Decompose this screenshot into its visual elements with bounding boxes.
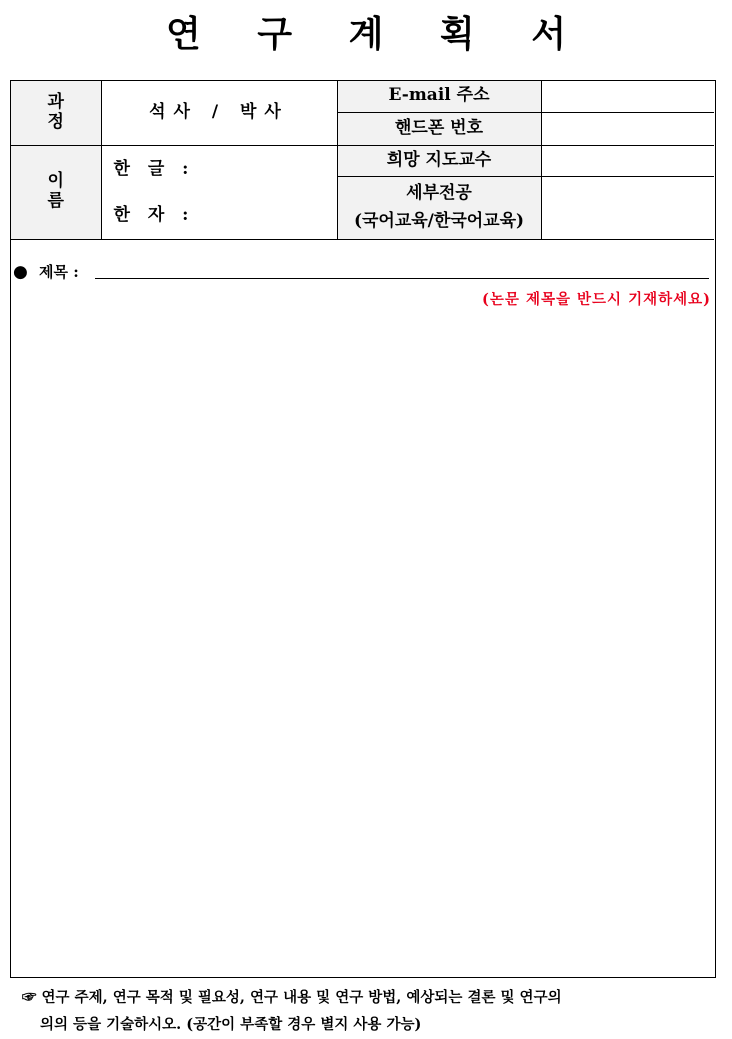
phone-field[interactable] <box>541 112 714 145</box>
course-label: 과 정 <box>11 81 101 145</box>
instructions-line-1: ☞ 연구 주제, 연구 목적 및 필요성, 연구 내용 및 연구 방법, 예상되는 결론 및 연구의 <box>22 989 562 1006</box>
instructions <box>22 984 722 1038</box>
phone-label: 핸드폰 번호 <box>337 112 541 145</box>
email-field[interactable] <box>541 81 714 112</box>
applicant-info-table <box>11 81 714 240</box>
subject-input-line[interactable] <box>95 278 709 279</box>
name-korean-label: 한 글 : <box>113 159 195 179</box>
major-label-line2: (국어교육/한국어교육) <box>353 210 525 231</box>
research-plan-body[interactable] <box>11 311 714 973</box>
name-field-group[interactable] <box>101 145 337 239</box>
instructions-line-2: 의의 등을 기술하시오. (공간이 부족할 경우 별지 사용 가능) <box>40 1016 422 1033</box>
bullet-icon: ● <box>13 262 28 282</box>
subject-required-note: (논문 제목을 반드시 기재하세요) <box>482 291 711 308</box>
email-label: E-mail 주소 <box>337 81 541 112</box>
subject-label: 제목 : <box>39 263 79 281</box>
major-label-line1: 세부전공 <box>406 182 472 203</box>
major-field[interactable] <box>541 176 714 239</box>
document-title: 연 구 계 획 서 <box>165 13 588 55</box>
advisor-label: 희망 지도교수 <box>337 145 541 176</box>
name-hanja-label: 한 자 : <box>113 205 195 225</box>
form-frame <box>10 80 716 978</box>
course-value[interactable]: 석사 / 박사 <box>101 81 337 145</box>
subject-row <box>13 262 713 284</box>
major-label <box>337 176 541 239</box>
advisor-field[interactable] <box>541 145 714 176</box>
name-label: 이 름 <box>11 145 101 239</box>
